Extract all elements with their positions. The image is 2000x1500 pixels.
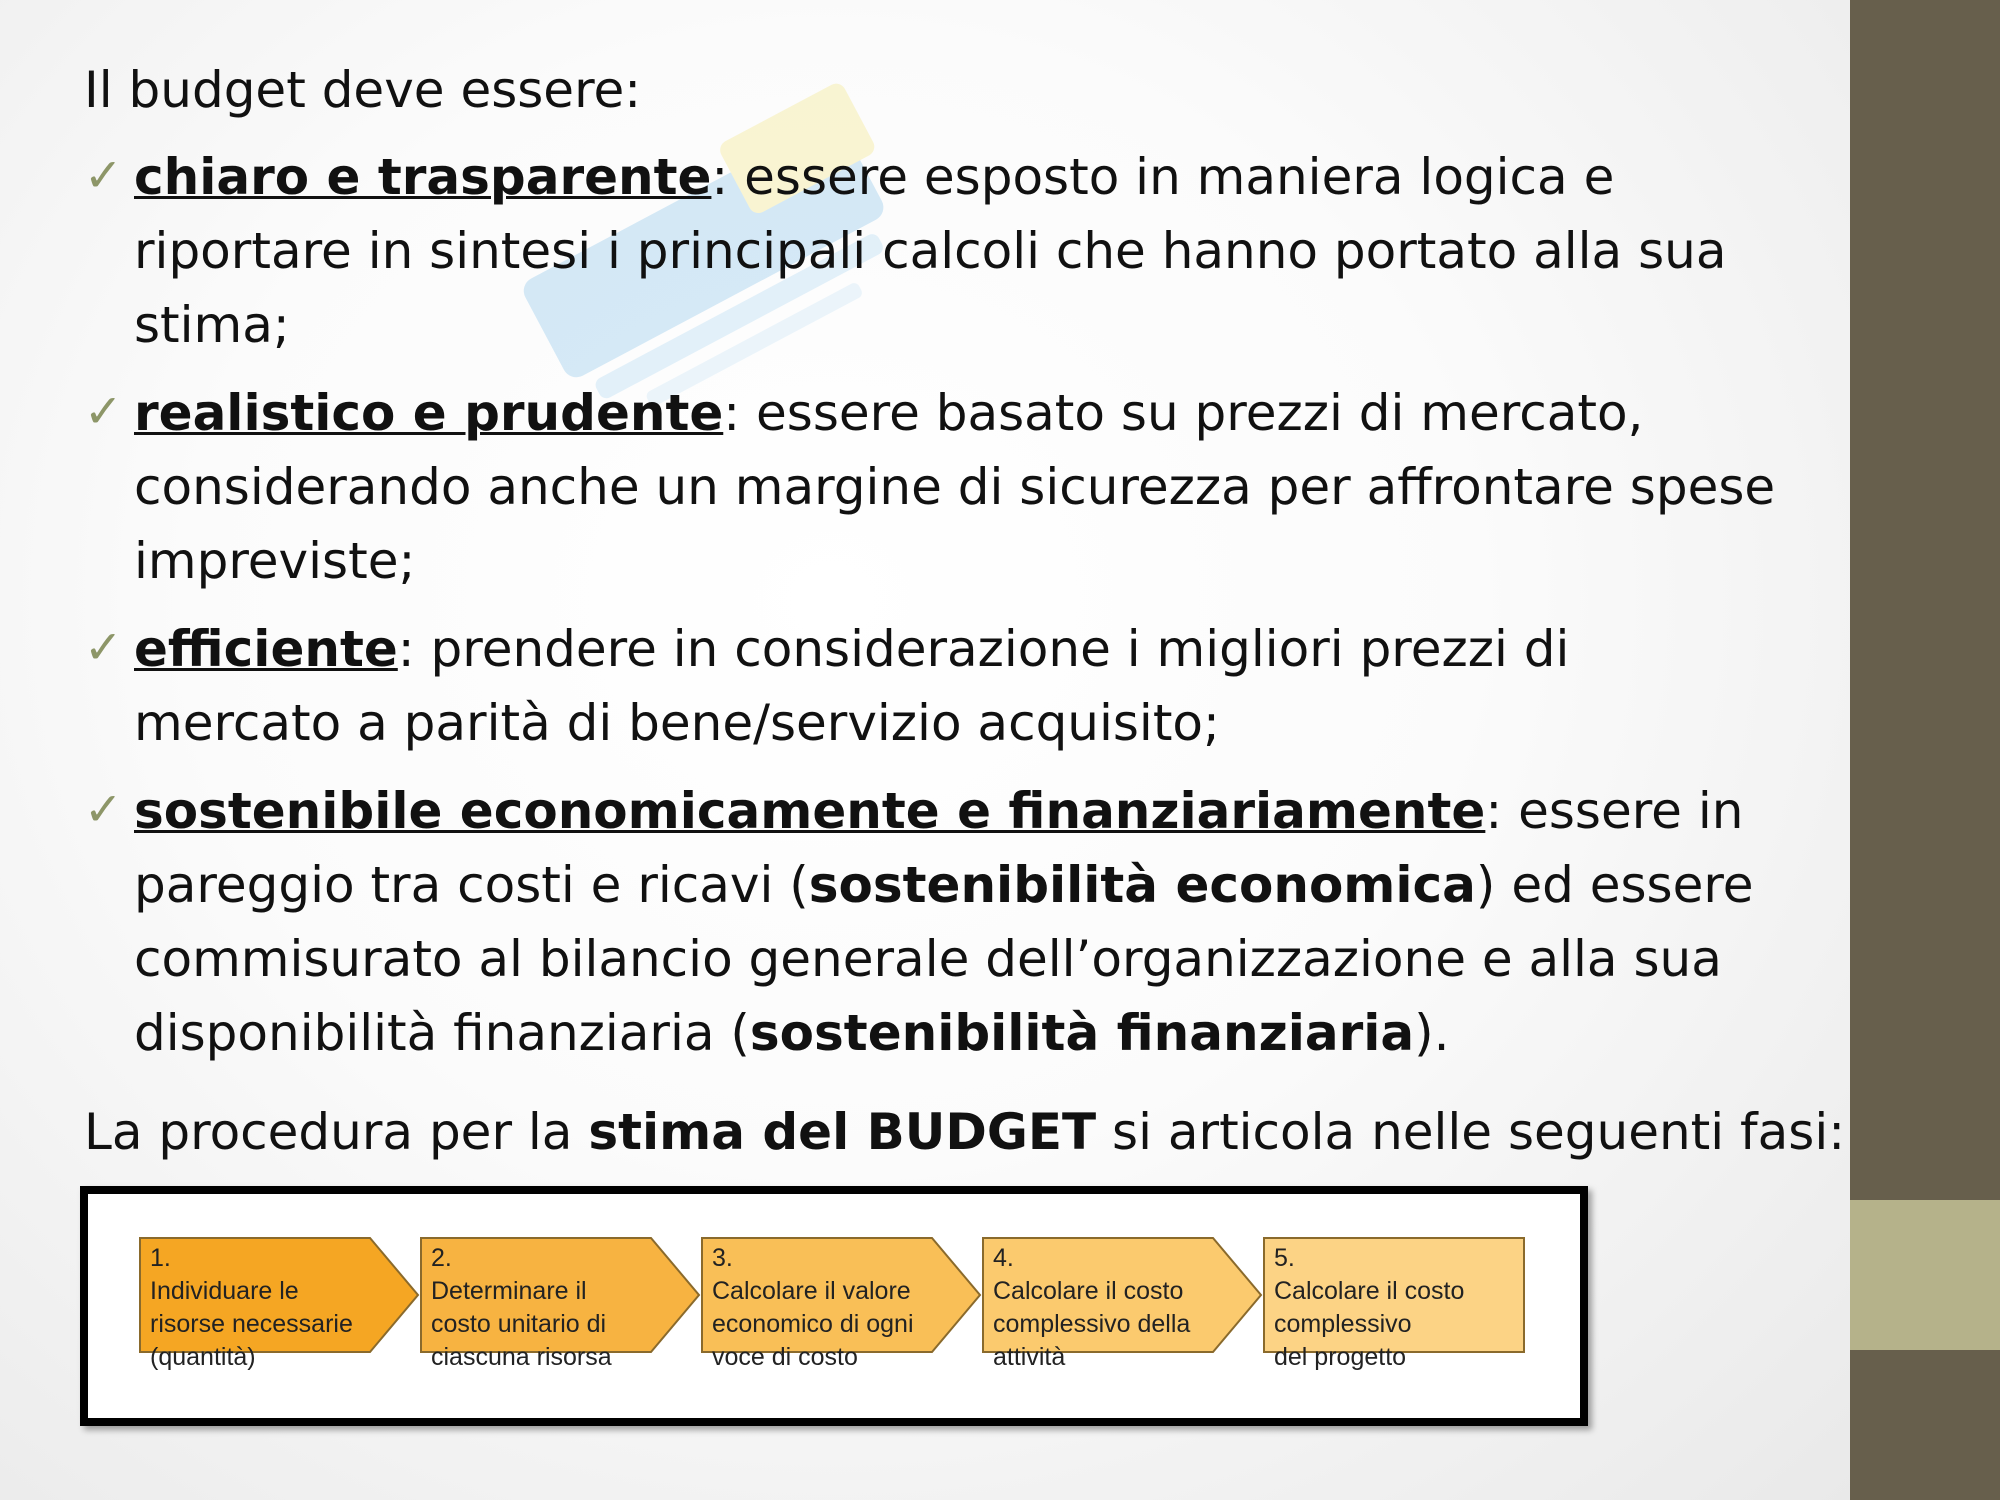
procedure-text: si articola nelle seguenti fasi: bbox=[1096, 1103, 1846, 1161]
bullet-text: ) ed essere commisurato al bilancio generale dell’organizzazione e alla sua disponibilità finanziaria ( bbox=[134, 856, 1754, 1062]
bullet-text: : essere in pareggio tra costi e ricavi ( bbox=[134, 782, 1744, 914]
procedure-bold: stima del BUDGET bbox=[588, 1103, 1097, 1161]
step-3 bbox=[712, 1242, 914, 1374]
requirements-list bbox=[84, 140, 1784, 1084]
bullet-text: : prendere in considerazione i migliori prezzi di mercato a parità di bene/servizio acquisito; bbox=[134, 620, 1570, 752]
process-flow-diagram bbox=[80, 1186, 1588, 1426]
procedure-text: La procedura per la bbox=[84, 1103, 589, 1161]
list-item bbox=[84, 376, 1784, 598]
intro-text: Il budget deve essere: bbox=[84, 61, 642, 119]
list-item bbox=[84, 612, 1784, 760]
checkmark-icon: ✓ bbox=[84, 782, 123, 836]
step-2 bbox=[431, 1242, 612, 1374]
step-1 bbox=[150, 1242, 353, 1374]
step-text: Calcolare il costo complessivo della attività bbox=[993, 1277, 1191, 1371]
list-item bbox=[84, 774, 1784, 1070]
bullet-term: chiaro e trasparente bbox=[134, 148, 712, 206]
sidebar-band-middle bbox=[1850, 1200, 2000, 1350]
step-text: Calcolare il valore economico di ogni voce di costo bbox=[712, 1277, 914, 1371]
checkmark-icon: ✓ bbox=[84, 384, 123, 438]
bullet-text: ). bbox=[1414, 1004, 1450, 1062]
step-number: 5. bbox=[1274, 1244, 1295, 1272]
step-number: 3. bbox=[712, 1244, 733, 1272]
checkmark-icon: ✓ bbox=[84, 148, 123, 202]
step-4 bbox=[993, 1242, 1190, 1374]
bullet-text: : essere esposto in maniera logica e riportare in sintesi i principali calcoli che hanno portato alla sua stima; bbox=[134, 148, 1727, 354]
sidebar-band-top bbox=[1850, 0, 2000, 1200]
step-text: Calcolare il costo complessivo del progetto bbox=[1274, 1277, 1465, 1371]
step-5 bbox=[1274, 1242, 1464, 1374]
list-item bbox=[84, 140, 1784, 362]
step-text: Individuare le risorse necessarie (quantità) bbox=[150, 1277, 353, 1371]
step-number: 4. bbox=[993, 1244, 1014, 1272]
bullet-bold: sostenibilità finanziaria bbox=[749, 1004, 1415, 1062]
step-number: 1. bbox=[150, 1244, 171, 1272]
procedure-heading bbox=[84, 1098, 1845, 1166]
bullet-text: : essere basato su prezzi di mercato, considerando anche un margine di sicurezza per affrontare spese impreviste; bbox=[134, 384, 1776, 590]
checkmark-icon: ✓ bbox=[84, 620, 123, 674]
bullet-bold: sostenibilità economica bbox=[808, 856, 1476, 914]
bullet-term: efficiente bbox=[134, 620, 398, 678]
bullet-term: sostenibile economicamente e finanziariamente bbox=[134, 782, 1486, 840]
step-text: Determinare il costo unitario di ciascuna risorsa bbox=[431, 1277, 612, 1371]
sidebar-band-bottom bbox=[1850, 1350, 2000, 1500]
bullet-term: realistico e prudente bbox=[134, 384, 724, 442]
step-number: 2. bbox=[431, 1244, 452, 1272]
